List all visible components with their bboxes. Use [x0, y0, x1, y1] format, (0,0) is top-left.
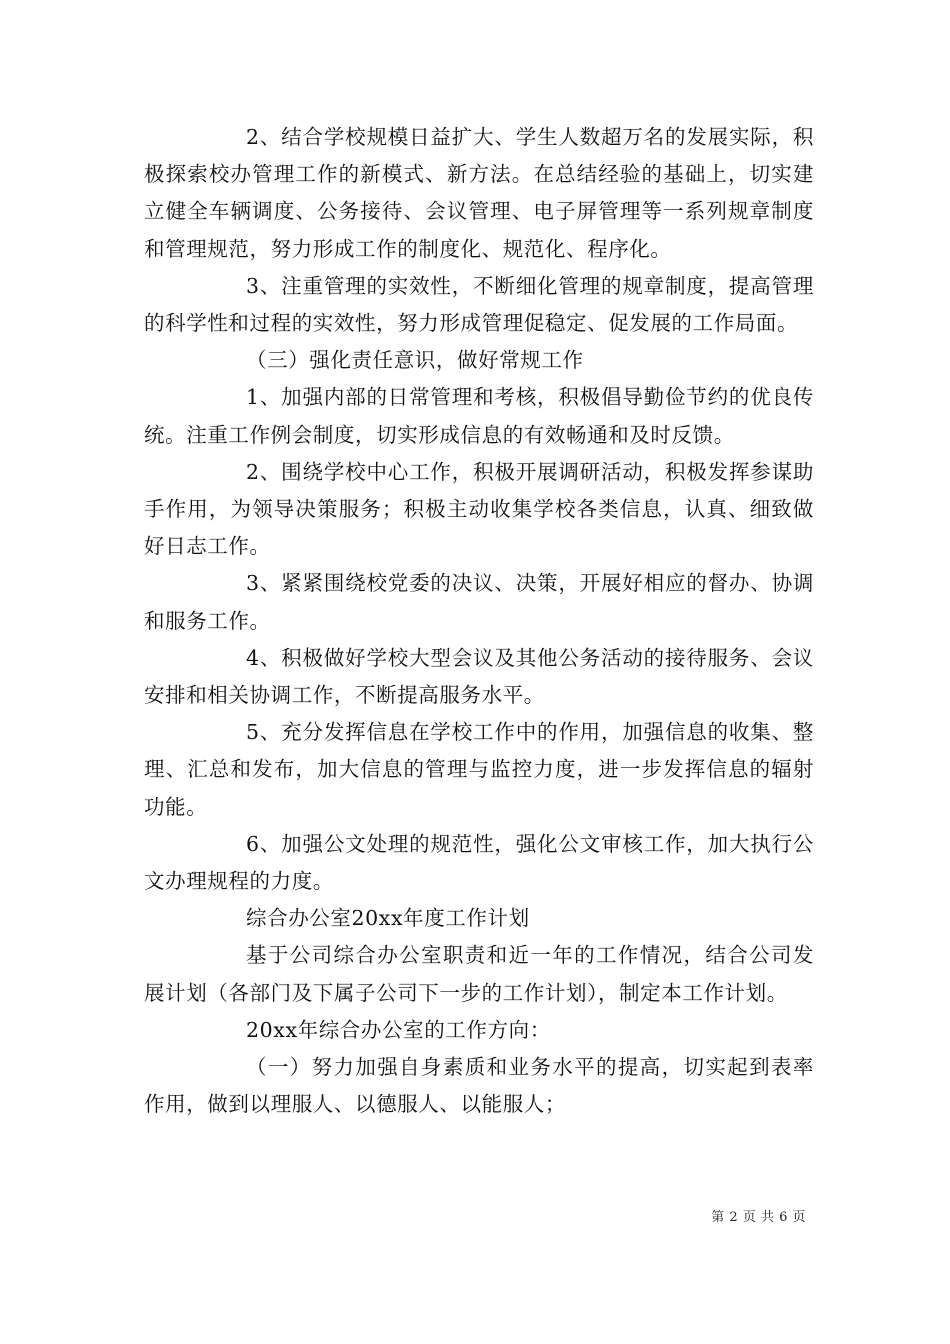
- paragraph: 2、围绕学校中心工作，积极开展调研活动，积极发挥参谋助手作用，为领导决策服务；积极主动收集学校各类信息，认真、细致做好日志工作。: [144, 459, 814, 559]
- page-number: 第 2 页 共 6 页: [711, 1210, 806, 1225]
- section-heading: 20xx年综合办公室的工作方向：: [246, 1017, 551, 1042]
- paragraph: 1、加强内部的日常管理和考核，积极倡导勤俭节约的优良传统。注重工作例会制度，切实形成信息的有效畅通和及时反馈。: [144, 385, 814, 447]
- paragraph: 3、注重管理的实效性，不断细化管理的规章制度，提高管理的科学性和过程的实效性，努力形成管理促稳定、促发展的工作局面。: [144, 273, 814, 336]
- section-heading: （三）强化责任意识，做好常规工作: [246, 348, 584, 373]
- paragraph: 2、结合学校规模日益扩大、学生人数超万名的发展实际，积极探索校办管理工作的新模式、新方法。在总结经验的基础上，切实建立健全车辆调度、公务接待、会议管理、电子屏管理等一系列规章制度和管理规范，努力形成工作的制度化、规范化、程序化。: [144, 125, 814, 261]
- paragraph: 6、加强公文处理的规范性，强化公文审核工作，加大执行公文办理规程的力度。: [144, 831, 814, 894]
- paragraph: 3、紧紧围绕校党委的决议、决策，开展好相应的督办、协调和服务工作。: [144, 571, 814, 633]
- paragraph: （一）努力加强自身素质和业务水平的提高，切实起到表率作用，做到以理服人、以德服人、以能服人；: [144, 1055, 814, 1117]
- paragraph: 基于公司综合办公室职责和近一年的工作情况，结合公司发展计划（各部门及下属子公司下一步的工作计划），制定本工作计划。: [144, 943, 814, 1005]
- document-title: 综合办公室20xx年度工作计划: [246, 906, 530, 931]
- document-body: [144, 119, 814, 1123]
- paragraph: 5、充分发挥信息在学校工作中的作用，加强信息的收集、整理、汇总和发布，加大信息的管理与监控力度，进一步发挥信息的辐射功能。: [144, 720, 814, 819]
- paragraph: 4、积极做好学校大型会议及其他公务活动的接待服务、会议安排和相关协调工作，不断提高服务水平。: [144, 645, 814, 708]
